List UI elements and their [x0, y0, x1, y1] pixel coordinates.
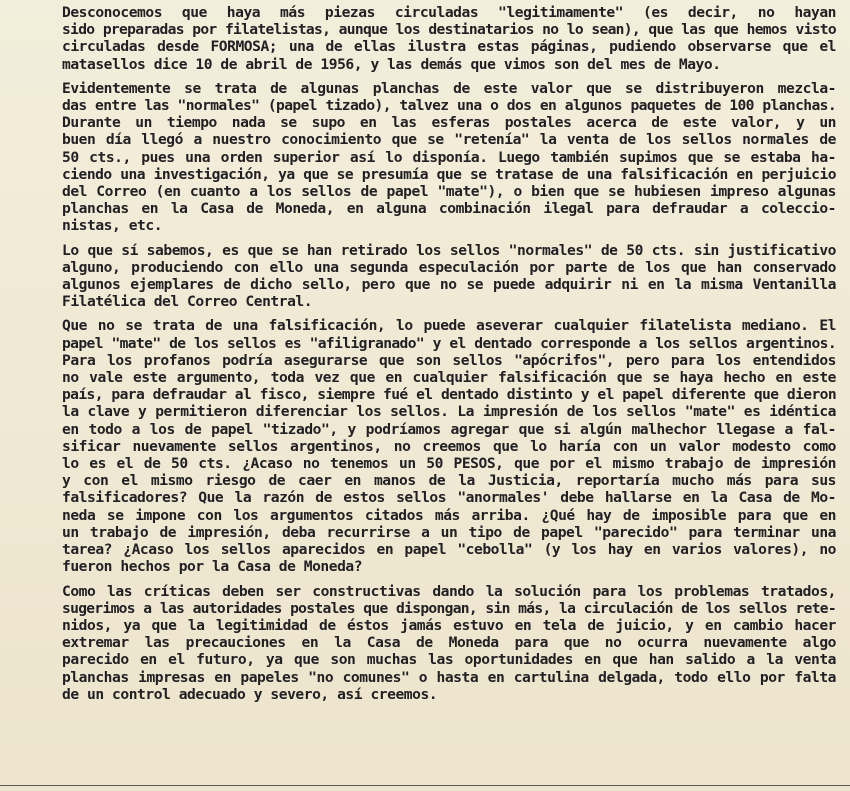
- text-line: Desconocemos que haya más piezas circuladas "legitimamente" (es decir, no hayan: [62, 4, 836, 21]
- text-line: fueron hechos por la Casa de Moneda?: [62, 558, 363, 576]
- text-line: tarea? ¿Acaso los sellos aparecidos en papel "cebolla" (y los hay en varios valores), no: [62, 541, 836, 559]
- text-line: extremar las precauciones en la Casa de Moneda para que no ocurra nuevamente algo: [62, 634, 836, 652]
- paragraph: [62, 242, 836, 311]
- text-line: Para los profanos podría asegurarse que son sellos "apócrifos", pero para los entendidos: [62, 351, 836, 369]
- text-line: nistas, etc.: [62, 217, 163, 235]
- paragraph: [62, 80, 836, 235]
- text-line: matasellos dice 10 de abril de 1956, y las demás que vimos son del mes de Mayo.: [62, 55, 721, 73]
- text-line: falsificadores? Que la razón de estos sellos "anormales' debe hallarse en la Casa de Mo-: [62, 489, 836, 507]
- text-line: no vale este argumento, toda vez que en cualquier falsificación que se haya hecho en este: [62, 369, 836, 387]
- text-line: 50 cts., pues una orden superior así lo disponía. Luego también supimos que se estaba ha-: [62, 148, 836, 166]
- text-line: sugerimos a las autoridades postales que dispongan, sin más, la circulación de los sellos rete-: [62, 599, 836, 617]
- bottom-rule: [0, 785, 850, 786]
- text-line: ciendo una investigación, ya que se presumía que se tratase de una falsificación en perjuicio: [62, 165, 836, 183]
- paragraph: [62, 4, 836, 73]
- text-line: parecido en el futuro, ya que son muchas las oportunidades en que han salido a la venta: [62, 651, 836, 669]
- text-line: planchas en la Casa de Moneda, en alguna combinación ilegal para defraudar a coleccio-: [62, 200, 836, 218]
- text-line: un trabajo de impresión, deba recurrirse a un tipo de papel "parecido" para terminar una: [62, 523, 836, 541]
- text-line: en todo a los de papel "tizado", y podríamos agregar que si algún malhechor llegase a fal-: [62, 420, 836, 438]
- text-line: circuladas desde FORMOSA; una de ellas ilustra estas páginas, pudiendo observarse que el: [62, 38, 836, 56]
- text-line: la clave y permitieron diferenciar los sellos. La impresión de los sellos "mate" es idéntica: [62, 403, 836, 421]
- text-line: del Correo (en cuanto a los sellos de papel "mate"), o bien que se hubiesen impreso algunas: [62, 183, 836, 201]
- text-line: y con el mismo riesgo de caer en manos de la Justicia, reportaría mucho más para sus: [62, 472, 836, 490]
- text-line: sido preparadas por filatelistas, aunque los destinatarios no lo sean), que las que hemos visto: [62, 21, 836, 39]
- text-line: alguno, produciendo con ello una segunda especulación por parte de los que han conservado: [62, 258, 836, 276]
- text-line: Evidentemente se trata de algunas planchas de este valor que se distribuyeron mezcla-: [62, 79, 836, 97]
- text-line: sificar nuevamente sellos argentinos, no creemos que lo haría con un valor modesto como: [62, 437, 836, 455]
- text-line: país, para defraudar al fisco, siempre fué el dentado distinto y el papel diferente que dieron: [62, 386, 836, 404]
- text-line: algunos ejemplares de dicho sello, pero que no se puede adquirir ni en la misma Ventanilla: [62, 276, 836, 294]
- text-line: Lo que sí sabemos, es que se han retirado los sellos "normales" de 50 cts. sin justificativo: [62, 241, 836, 259]
- text-line: neda se impone con los argumentos citados más arriba. ¿Qué hay de imposible para que en: [62, 506, 836, 524]
- text-line: nidos, ya que la legitimidad de éstos jamás estuvo en tela de juicio, y en cambio hacer: [62, 616, 836, 634]
- text-line: Filatélica del Correo Central.: [62, 293, 313, 311]
- text-line: Durante un tiempo nada se supo en las esferas postales acerca de este valor, y un: [62, 114, 836, 132]
- text-line: buen día llegó a nuestro conocimiento que se "retenía" la venta de los sellos normales de: [62, 131, 836, 149]
- paragraph: [62, 317, 836, 575]
- text-line: lo es el de 50 cts. ¿Acaso no tenemos un 50 PESOS, que por el mismo trabajo de impresión: [62, 455, 836, 473]
- text-line: das entre las "normales" (papel tizado), talvez una o dos en algunos paquetes de 100 planchas.: [62, 97, 836, 115]
- text-line: de un control adecuado y severo, así creemos.: [62, 685, 438, 703]
- article-body: [62, 4, 836, 710]
- text-line: Como las críticas deben ser constructivas dando la solución para los problemas tratados,: [62, 582, 836, 600]
- text-line: papel "mate" de los sellos es "afiligranado" y el dentado corresponde a los sellos argentinos.: [62, 334, 836, 352]
- text-line: planchas impresas en papeles "no comunes" o hasta en cartulina delgada, todo ello por falta: [62, 668, 836, 686]
- text-line: Que no se trata de una falsificación, lo puede aseverar cualquier filatelista mediano. El: [62, 317, 836, 335]
- paragraph: [62, 583, 836, 703]
